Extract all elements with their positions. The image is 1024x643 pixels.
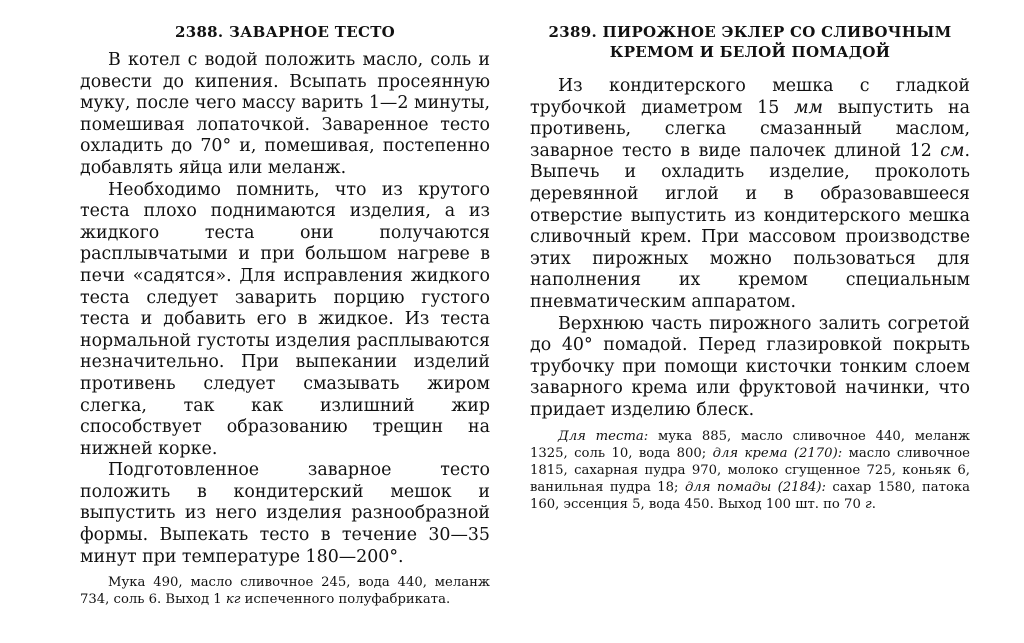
dough-ingredients: мука 885, масло сливочное 440, меланж 1325, соль 10, вода 800; [530, 428, 970, 461]
cream-ingredients: масло сливочное 1815, сахарная пудра 970, молоко сгущенное 725, коньяк 6, ванильная пудра 18; [530, 445, 970, 495]
paragraph-text-c: . Выпечь и охладить изделие, проколоть деревянной иглой и в образовавшееся отверстие выпустить из кондитерского мешка сливочный крем. При массовом производстве этих пирожных можно пользоваться для наполнения их кремом специальным пневматическим аппаратом. [530, 140, 970, 312]
label-dough: Для теста: [558, 428, 649, 444]
recipe-2388-paragraph-2: Необходимо помнить, что из крутого теста плохо поднимаются изделия, а из жидкого теста они получаются расплывчатыми и при большом нагреве в печи «садятся». Для исправления жидкого теста следует заварить порцию густого теста и добавить его в жидкое. Из теста нормальной густоты изделия расплываются незначительно. При выпекании изделий противень следует смазывать жиром слегка, так как излишний жир способствует образованию трещин на нижней корке. [80, 179, 490, 459]
ingredients-end: . [871, 496, 876, 512]
paragraph-text-b: выпустить на противень, слегка смазанный маслом, заварное тесто в виде палочек длиной 12 [530, 97, 970, 161]
label-cream: для крема (2170): [712, 445, 843, 461]
recipe-2389-title-line-2: КРЕМОМ И БЕЛОЙ ПОМАДОЙ [609, 43, 891, 61]
recipe-2389-title-line-1: 2389. ПИРОЖНОЕ ЭКЛЕР СО СЛИВОЧНЫМ [548, 23, 952, 41]
recipe-2389-ingredients [530, 428, 970, 513]
recipe-2389-title [530, 22, 970, 62]
recipe-2388-paragraph-1: В котел с водой положить масло, соль и довести до кипения. Всыпать просеянную муку, после чего массу варить 1—2 минуты, помешивая лопаточкой. Заваренное тесто охладить до 70° и, помешивая, постепенно добавлять яйца или меланж. [80, 50, 490, 178]
recipe-2389-column [530, 22, 970, 513]
unit-mm: мм [794, 97, 823, 118]
unit-kg: кг [225, 592, 241, 608]
unit-g: г [865, 496, 872, 512]
unit-cm: см [940, 140, 965, 161]
recipe-2388-title: 2388. ЗАВАРНОЕ ТЕСТО [174, 23, 396, 41]
recipe-2388-column [80, 22, 490, 608]
recipe-2388-paragraph-3: Подготовленное заварное тесто положить в кондитерский мешок и выпустить из него изделия разнообразной формы. Выпекать тесто в течение 30—35 минут при температуре 180—200°. [80, 460, 490, 567]
recipe-2389-paragraph-2: Верхнюю часть пирожного залить согретой до 40° помадой. Перед глазировкой покрыть трубочку при помощи кисточки тонким слоем заварного крема или фруктовой начинки, что придает изделию блеск. [530, 313, 970, 420]
paragraph-text-a: Из кондитерского мешка с гладкой трубочкой диаметром 15 [530, 76, 970, 118]
ingredients-text-2: испеченного полуфабриката. [240, 592, 451, 608]
ingredients-text-1: Мука 490, масло сливочное 245, вода 440, меланж 734, соль 6. Выход 1 [80, 575, 490, 608]
fondant-ingredients: сахар 1580, патока 160, эссенция 5, вода 450. Выход 100 шт. по 70 [530, 479, 971, 512]
recipe-2388-ingredients [80, 574, 490, 608]
recipe-2389-paragraph-1 [530, 76, 970, 314]
label-fondant: для помады (2184): [684, 479, 826, 495]
